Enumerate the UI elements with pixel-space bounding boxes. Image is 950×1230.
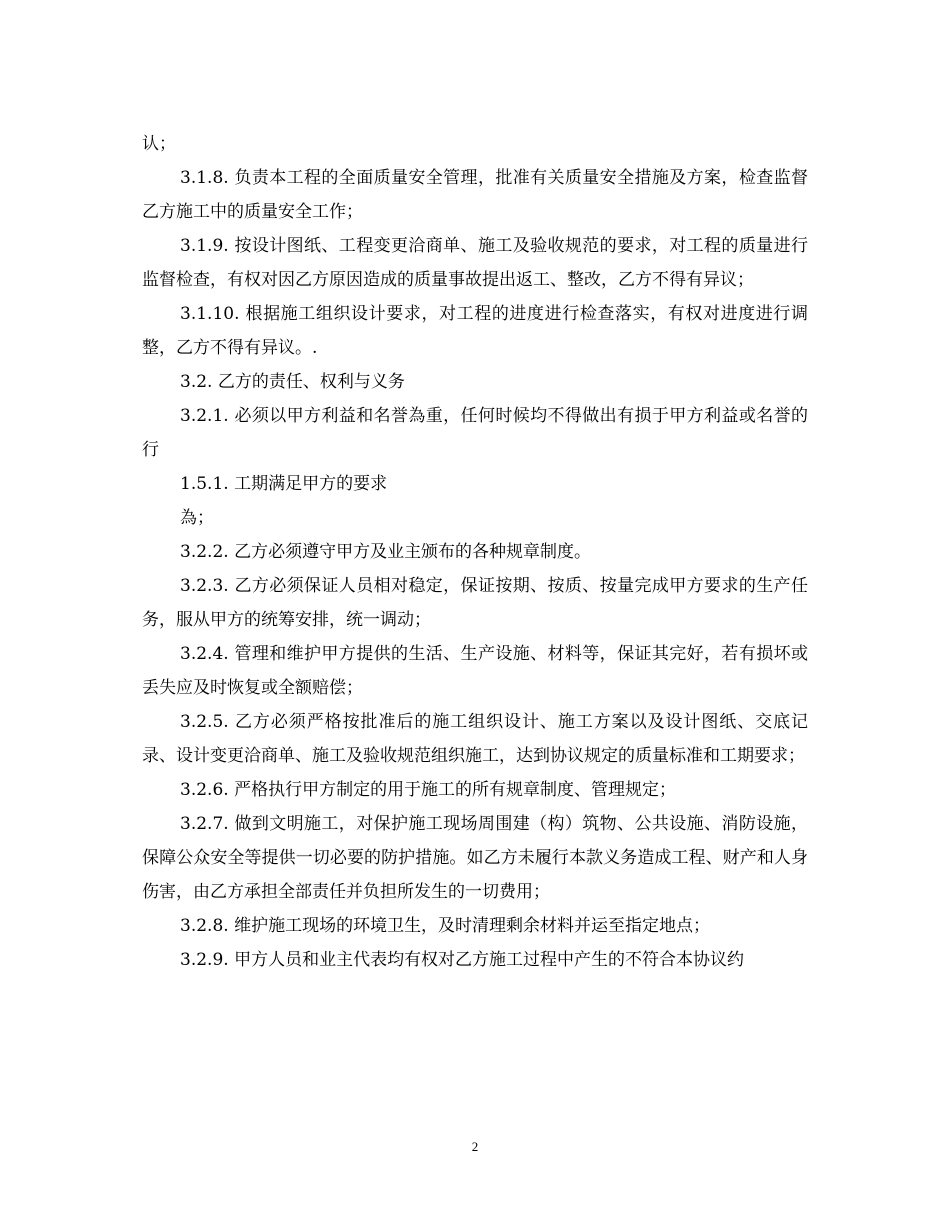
paragraph: 3.2.7. 做到文明施工，对保护施工现场周围建（构）筑物、公共设施、消防设施，保障公众安全等提供一切必要的防护措施。如乙方未履行本款义务造成工程、财产和人身伤害，由乙方承担全部责任并负担所发生的一切费用；	[142, 814, 808, 902]
section-heading: 3.2. 乙方的责任、权利与义务	[180, 372, 405, 392]
document-body	[142, 127, 808, 977]
paragraph: 认；	[142, 134, 176, 154]
paragraph: 3.2.8. 维护施工现场的环境卫生，及时清理剩余材料并运至指定地点；	[180, 916, 711, 936]
paragraph: 3.1.9. 按设计图纸、工程变更洽商单、施工及验收规范的要求，对工程的质量进行监督检查，有权对因乙方原因造成的质量事故提出返工、整改，乙方不得有异议；	[142, 236, 808, 290]
paragraph: 3.2.1. 必须以甲方利益和名誉為重，任何时候均不得做出有损于甲方利益或名誉的行	[142, 406, 808, 460]
paragraph: 3.1.10. 根据施工组织设计要求，对工程的进度进行检查落实，有权对进度进行调整，乙方不得有异议。.	[142, 304, 808, 358]
paragraph: 3.2.9. 甲方人员和业主代表均有权对乙方施工过程中产生的不符合本协议约	[180, 950, 745, 970]
page-number: 2	[471, 1139, 479, 1154]
paragraph: 3.2.5. 乙方必须严格按批准后的施工组织设计、施工方案以及设计图纸、交底记录、设计变更洽商单、施工及验收规范组织施工，达到协议规定的质量标准和工期要求；	[142, 712, 808, 766]
paragraph: 3.2.4. 管理和维护甲方提供的生活、生产设施、材料等，保证其完好，若有损坏或丢失应及时恢复或全额赔偿；	[142, 644, 808, 698]
paragraph: 3.1.8. 负责本工程的全面质量安全管理，批准有关质量安全措施及方案，检查监督乙方施工中的质量安全工作；	[142, 168, 808, 222]
paragraph: 1.5.1. 工期满足甲方的要求	[180, 474, 388, 494]
paragraph: 3.2.6. 严格执行甲方制定的用于施工的所有规章制度、管理规定；	[180, 780, 677, 800]
paragraph: 3.2.3. 乙方必须保证人员相对稳定，保证按期、按质、按量完成甲方要求的生产任务，服从甲方的统筹安排，统一调动；	[142, 576, 808, 630]
paragraph: 3.2.2. 乙方必须遵守甲方及业主颁布的各种规章制度。	[180, 542, 592, 562]
paragraph: 為；	[180, 508, 214, 528]
